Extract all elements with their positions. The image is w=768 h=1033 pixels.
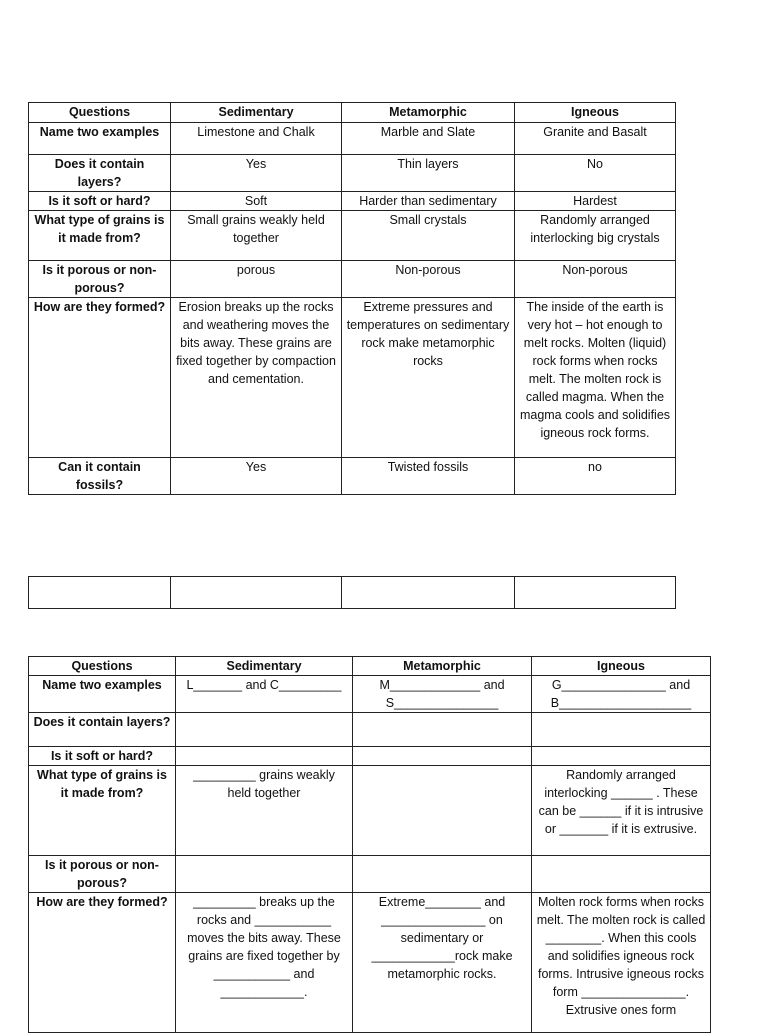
worksheet-answer-cell[interactable] (532, 856, 711, 893)
answer-cell: no (515, 458, 676, 495)
question-cell: Name two examples (29, 676, 176, 713)
header-igneous: Igneous (532, 657, 711, 676)
question-cell: Can it contain fossils? (29, 458, 171, 495)
table-header-row (29, 103, 676, 123)
table-row (29, 155, 676, 192)
question-cell: Is it soft or hard? (29, 192, 171, 211)
question-cell: Does it contain layers? (29, 713, 176, 747)
worksheet-answer-cell[interactable] (353, 747, 532, 766)
answer-cell: porous (171, 261, 342, 298)
empty-cell[interactable] (29, 577, 171, 609)
answer-cell: Hardest (515, 192, 676, 211)
header-metamorphic: Metamorphic (342, 103, 515, 123)
header-sedimentary: Sedimentary (171, 103, 342, 123)
worksheet-answer-cell[interactable] (532, 713, 711, 747)
answer-cell: The inside of the earth is very hot – hot enough to melt rocks. Molten (liquid) rock forms when rocks melt. The molten rock is called magma. When the magma cools and solidifies igneous rock forms. (515, 298, 676, 458)
table-row (29, 766, 711, 856)
question-cell: What type of grains is it made from? (29, 766, 176, 856)
worksheet-answer-cell[interactable] (353, 856, 532, 893)
question-cell: What type of grains is it made from? (29, 211, 171, 261)
worksheet-answer-cell[interactable]: L_______ and C_________ (176, 676, 353, 713)
answer-cell: Erosion breaks up the rocks and weathering moves the bits away. These grains are fixed together by compaction and cementation. (171, 298, 342, 458)
worksheet-answer-cell[interactable] (353, 766, 532, 856)
question-cell: Name two examples (29, 123, 171, 155)
header-metamorphic: Metamorphic (353, 657, 532, 676)
table-row (29, 747, 711, 766)
table-row (29, 261, 676, 298)
answer-cell: Thin layers (342, 155, 515, 192)
answer-cell: Randomly arranged interlocking big crystals (515, 211, 676, 261)
question-cell: How are they formed? (29, 298, 171, 458)
worksheet-answer-cell[interactable] (532, 747, 711, 766)
empty-cell[interactable] (342, 577, 515, 609)
answer-cell: Granite and Basalt (515, 123, 676, 155)
answer-cell: No (515, 155, 676, 192)
answer-cell: Small crystals (342, 211, 515, 261)
answer-cell: Extreme pressures and temperatures on sedimentary rock make metamorphic rocks (342, 298, 515, 458)
table-row (29, 856, 711, 893)
header-questions: Questions (29, 657, 176, 676)
worksheet-answer-cell[interactable]: Extreme________ and _______________ on sedimentary or ____________rock make metamorphic rocks. (353, 893, 532, 1033)
header-igneous: Igneous (515, 103, 676, 123)
answer-cell: Yes (171, 458, 342, 495)
worksheet-answer-cell[interactable]: G_______________ and B___________________ (532, 676, 711, 713)
worksheet-answer-cell[interactable] (353, 713, 532, 747)
answer-cell: Limestone and Chalk (171, 123, 342, 155)
answer-cell: Soft (171, 192, 342, 211)
question-cell: How are they formed? (29, 893, 176, 1033)
worksheet-answer-cell[interactable]: _________ grains weakly held together (176, 766, 353, 856)
answer-cell: Non-porous (342, 261, 515, 298)
table-row (29, 458, 676, 495)
answer-cell: Small grains weakly held together (171, 211, 342, 261)
question-cell: Is it porous or non-porous? (29, 856, 176, 893)
worksheet-answer-cell[interactable]: _________ breaks up the rocks and ___________ moves the bits away. These grains are fixed together by ___________ and ____________. (176, 893, 353, 1033)
worksheet-answer-cell[interactable]: Randomly arranged interlocking ______ . These can be ______ if it is intrusive or _______ if it is extrusive. (532, 766, 711, 856)
empty-cell[interactable] (515, 577, 676, 609)
table-row (29, 577, 676, 609)
table-row (29, 713, 711, 747)
rock-types-worksheet-table (28, 656, 711, 1033)
table-row (29, 192, 676, 211)
worksheet-answer-cell[interactable] (176, 713, 353, 747)
worksheet-answer-cell[interactable]: Molten rock forms when rocks melt. The molten rock is called ________. When this cools and solidifies igneous rock forms. Intrusive igneous rocks form _______________. Extrusive ones form (532, 893, 711, 1033)
question-cell: Is it soft or hard? (29, 747, 176, 766)
answer-cell: Harder than sedimentary (342, 192, 515, 211)
answer-cell: Non-porous (515, 261, 676, 298)
table-row (29, 298, 676, 458)
question-cell: Is it porous or non-porous? (29, 261, 171, 298)
answer-cell: Twisted fossils (342, 458, 515, 495)
table-row (29, 893, 711, 1033)
question-cell: Does it contain layers? (29, 155, 171, 192)
answer-cell: Marble and Slate (342, 123, 515, 155)
header-questions: Questions (29, 103, 171, 123)
table-row (29, 211, 676, 261)
table-row (29, 123, 676, 155)
header-sedimentary: Sedimentary (176, 657, 353, 676)
table-row (29, 676, 711, 713)
answer-cell: Yes (171, 155, 342, 192)
empty-row-table (28, 576, 676, 609)
worksheet-answer-cell[interactable] (176, 747, 353, 766)
table-header-row (29, 657, 711, 676)
worksheet-answer-cell[interactable]: M_____________ and S_______________ (353, 676, 532, 713)
rock-types-answer-table (28, 102, 676, 495)
worksheet-answer-cell[interactable] (176, 856, 353, 893)
empty-cell[interactable] (171, 577, 342, 609)
